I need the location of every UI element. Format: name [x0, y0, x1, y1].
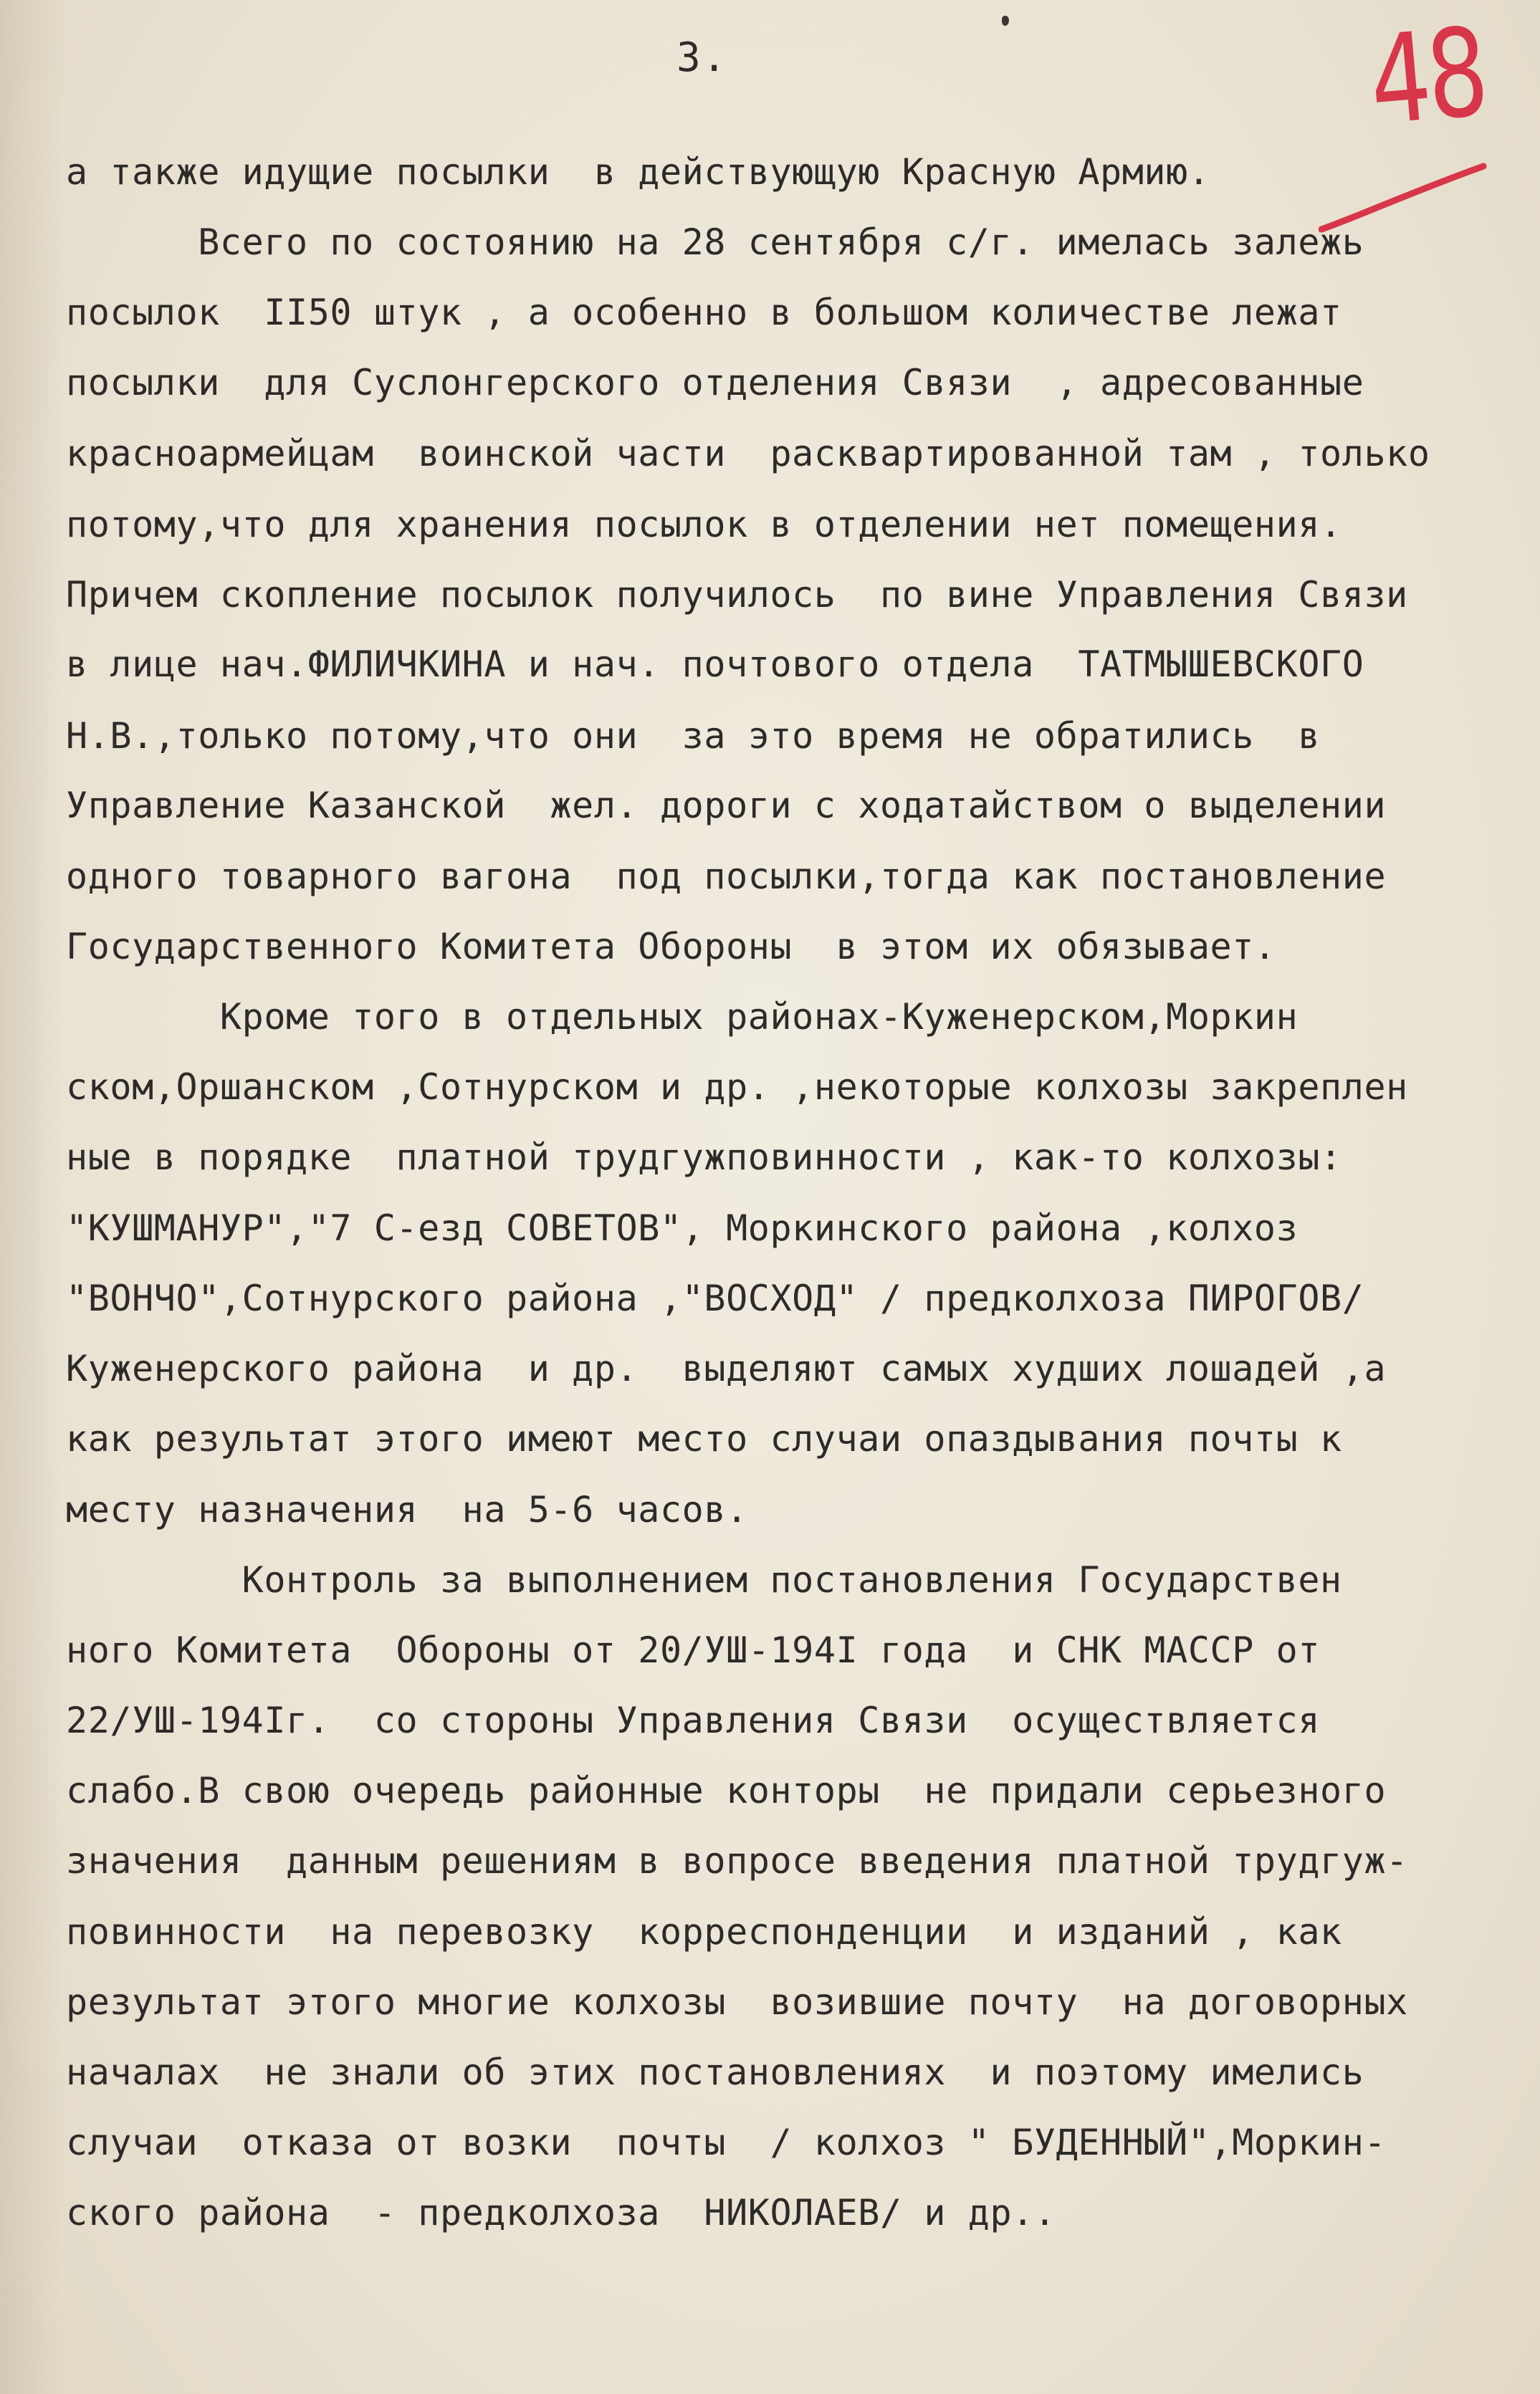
text-line: как результат этого имеют место случаи опаздывания почты к — [66, 1418, 1342, 1460]
text-line: 22/УШ-194Iг. со стороны Управления Связи осуществляется — [66, 1700, 1321, 1741]
page-number: 3. — [676, 34, 728, 81]
text-line: ные в порядке платной трудгужповинности , как-то колхозы: — [66, 1136, 1342, 1178]
text-line: Контроль за выполнением постановления Государствен — [66, 1559, 1342, 1601]
text-line: Причем скопление посылок получилось по вине Управления Связи — [66, 574, 1408, 616]
text-line: "КУШМАНУР","7 С-езд СОВЕТОВ", Моркинского района ,колхоз — [66, 1207, 1299, 1249]
text-line: ском,Оршанском ,Сотнурском и др. ,некоторые колхозы закреплен — [66, 1066, 1408, 1108]
text-line: результат этого многие колхозы возившие почту на договорных — [66, 1981, 1408, 2023]
text-line: Всего по состоянию на 28 сентября с/г. имелась залежь — [66, 221, 1364, 263]
text-line: началах не знали об этих постановлениях и поэтому имелись — [66, 2051, 1364, 2093]
archive-sheet-number: 48 — [1364, 1, 1491, 153]
text-line: ского района - предколхоза НИКОЛАЕВ/ и др.. — [66, 2192, 1056, 2233]
text-line: слабо.В свою очередь районные конторы не придали серьезного — [66, 1770, 1387, 1811]
text-line: одного товарного вагона под посылки,тогда как постановление — [66, 856, 1387, 897]
text-line: посылок II50 штук , а особенно в большом количестве лежат — [66, 292, 1342, 333]
text-line: "ВОНЧО",Сотнурского района ,"ВОСХОД" / предколхоза ПИРОГОВ/ — [66, 1278, 1364, 1319]
text-line: красноармейцам воинской части расквартированной там , только — [66, 433, 1430, 474]
text-line: значения данным решениям в вопросе введения платной трудгуж- — [66, 1840, 1408, 1882]
text-line: Кроме того в отдельных районах-Куженерском,Моркин — [66, 996, 1299, 1038]
text-line: потому,что для хранения посылок в отделении нет помещения. — [66, 504, 1342, 545]
text-line: а также идущие посылки в действующую Красную Армию. — [66, 151, 1210, 193]
text-line: Куженерского района и др. выделяют самых худших лошадей ,а — [66, 1348, 1387, 1389]
text-line: ного Комитета Обороны от 20/УШ-194I года и СНК МАССР от — [66, 1629, 1321, 1671]
paper-edge-shadow — [0, 0, 64, 2394]
text-line: Управление Казанской жел. дороги с ходатайством о выделении — [66, 785, 1387, 826]
text-line: месту назначения на 5-6 часов. — [66, 1489, 748, 1531]
ink-blot — [1002, 16, 1009, 26]
text-line: Н.В.,только потому,что они за это время не обратились в — [66, 715, 1321, 757]
text-line: в лице нач.ФИЛИЧКИНА и нач. почтового отдела ТАТМЫШЕВСКОГО — [66, 643, 1364, 685]
text-line: повинности на перевозку корреспонденции и изданий , как — [66, 1911, 1342, 1953]
text-line: посылки для Суслонгерского отделения Связи , адресованные — [66, 362, 1364, 403]
text-line: случаи отказа от возки почты / колхоз " БУДЕННЫЙ",Моркин- — [66, 2122, 1387, 2163]
text-line: Государственного Комитета Обороны в этом их обязывает. — [66, 926, 1276, 967]
